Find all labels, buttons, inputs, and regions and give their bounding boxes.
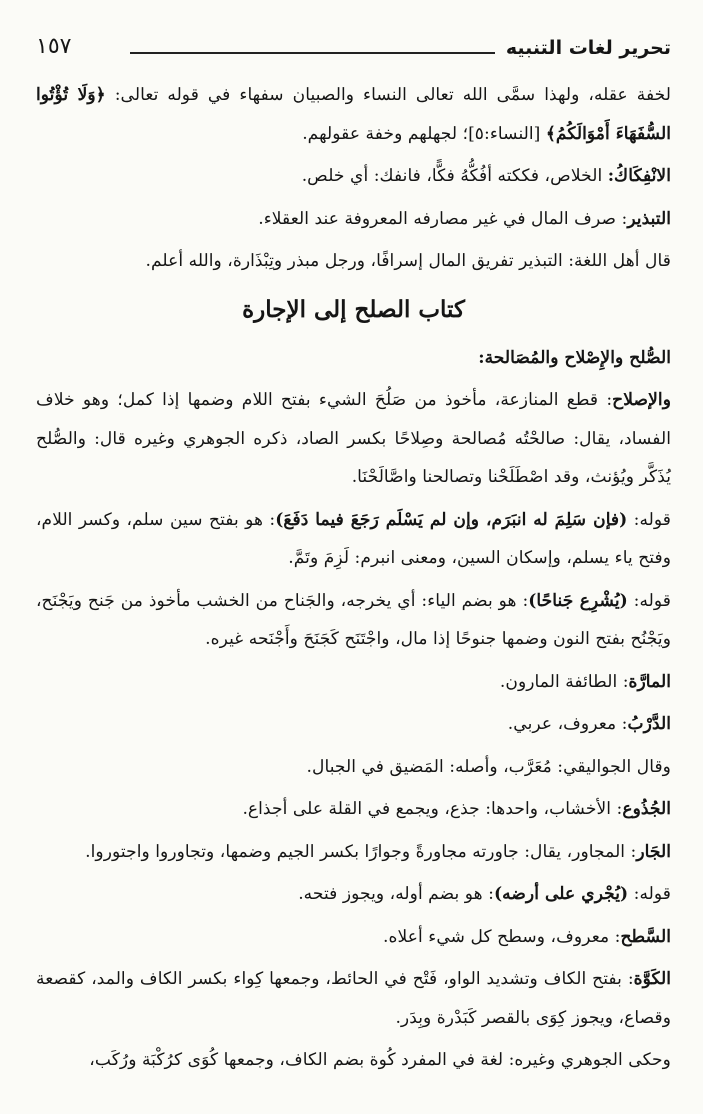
paragraph-9: [36, 663, 671, 702]
entry-term: والإصلاح: [612, 390, 671, 410]
paragraph-15: [36, 918, 671, 957]
entry-definition: : بفتح الكاف وتشديد الواو، فَتْح في الحائط، وجمعها كِواء بكسر الكاف والمد، كقصعة وقصاع، ويجوز كِوَى بالقصر كَبَدْرة وبِدَر.: [36, 969, 671, 1028]
entry-term: التبذير: [627, 208, 671, 229]
entry-definition: : قطع المنازعة، مأخوذ من صَلُحَ الشيء بفتح اللام وضمها إذا كمل؛ وهو خلاف الفساد، يقال: صالحْتُه مُصالحة وصِلاحًا بكسر الصاد، ذكره الجوهري وغيره قال: والصُّلح يُذَكَّر ويُؤنث، وقد اصْطَلَحْنا وتصالحنا واصَّالَحْنَا.: [36, 390, 671, 487]
entry-definition: : الطائفة المارون.: [499, 671, 629, 692]
entry-definition: الخلاص، فككته أفُكُّهُ فكًّا، فانفك: أي خلص.: [301, 166, 608, 186]
entry-term: الجُذُوع: [622, 799, 671, 819]
quran-reference: [النساء:٥]: [468, 123, 541, 144]
paragraph-2: [36, 157, 671, 196]
paragraph-16: [36, 960, 671, 1037]
paragraph-lead: قوله:: [627, 590, 671, 611]
entry-definition: : المجاور، يقال: جاورته مجاورةً وجوارًا بكسر الجيم وضمها، وتجاوروا واجتوروا.: [85, 841, 637, 862]
page-number: ١٥٧: [36, 34, 72, 59]
paragraph-text: لخفة عقله، ولهذا سمَّى الله تعالى النساء والصبيان سفهاء في قوله تعالى:: [114, 85, 672, 105]
quoted-phrase: (يُشْرِع جَناحًا): [528, 590, 628, 611]
paragraph-4: [36, 242, 671, 281]
paragraph-lead: قوله:: [628, 884, 671, 904]
paragraph-text: : هو بضم الياء: أي يخرجه، والجَناح من الخشب مأخوذ من جَنح ويَجْنَح، ويَجْنُح بفتح النون وضمها جنوحًا إذا مال، واجْتَنَح كَجَنَحَ وأَجْنَحه غيره.: [36, 590, 671, 649]
section-title: كتاب الصلح إلى الإجارة: [242, 295, 465, 323]
paragraph-10: [36, 705, 671, 744]
paragraph-text: قال أهل اللغة: التبذير تفريق المال إسرافًا، ورجل مبذر وتِبْذَارة، والله أعلم.: [145, 251, 671, 271]
page-body: [36, 76, 671, 1084]
paragraph-5: [36, 339, 671, 378]
entry-term: الدَّرْبُ: [627, 714, 671, 734]
paragraph-13: [36, 833, 671, 872]
paragraph-7: [36, 501, 671, 578]
paragraph-6: [36, 381, 671, 497]
running-title: تحرير لغات التنبيه: [505, 37, 671, 59]
entry-term: الجَار: [636, 841, 671, 862]
entry-term: الصُّلح والإِصْلاح والمُصَالحة:: [478, 347, 671, 368]
entry-definition: : الأخشاب، واحدها: جذع، ويجمع في القلة على أجذاع.: [242, 799, 623, 819]
paragraph-8: [36, 582, 671, 659]
entry-term: السَّطح: [620, 926, 671, 947]
entry-term: الانْفِكَاكُ:: [607, 166, 671, 186]
paragraph-text: ؛ لجهلهم وخفة عقولهم.: [302, 123, 469, 144]
paragraph-12: [36, 790, 671, 829]
entry-definition: : معروف، عربي.: [507, 714, 628, 734]
paragraph-11: [36, 748, 671, 787]
entry-definition: : معروف، وسطح كل شيء أعلاه.: [383, 926, 621, 947]
page-header: [36, 30, 671, 64]
paragraph-14: [36, 875, 671, 914]
quran-quote: ﴿وَلَا تُؤْتُوا السُّفَهَاءَ أَمْوَالَكُمُ﴾: [36, 85, 671, 144]
paragraph-text: : هو بفتح سين سلم، وكسر اللام، وفتح ياء يسلم، وإسكان السين، ومعنى انبرم: لَزِمَ وتَمَّ.: [36, 509, 671, 568]
paragraph-text: وحكى الجوهري وغيره: لغة في المفرد كُوة بضم الكاف، وجمعها كُوَى كرُكْبَة ورُكَب،: [89, 1050, 671, 1070]
header-rule: [130, 52, 495, 54]
quoted-phrase: (يُجْري على أرضه): [493, 884, 629, 904]
entry-term: المارَّة: [628, 671, 671, 692]
paragraph-lead: قوله:: [627, 509, 671, 530]
entry-definition: : صرف المال في غير مصارفه المعروفة عند العقلاء.: [258, 208, 628, 229]
document-page: [36, 0, 671, 1114]
paragraph-text: وقال الجواليقي: مُعَرَّب، وأصله: المَضيق في الجبال.: [306, 756, 671, 777]
paragraph-1: [36, 76, 671, 153]
paragraph-3: [36, 200, 671, 239]
entry-term: الكَوَّة: [633, 969, 671, 989]
paragraph-17: [36, 1041, 671, 1080]
quoted-phrase: (فإن سَلِمَ له انبَرَم، وإن لم يَسْلَم رَجَعَ فيما دَفَعَ): [275, 509, 628, 530]
paragraph-text: : هو بضم أوله، ويجوز فتحه.: [298, 884, 494, 904]
